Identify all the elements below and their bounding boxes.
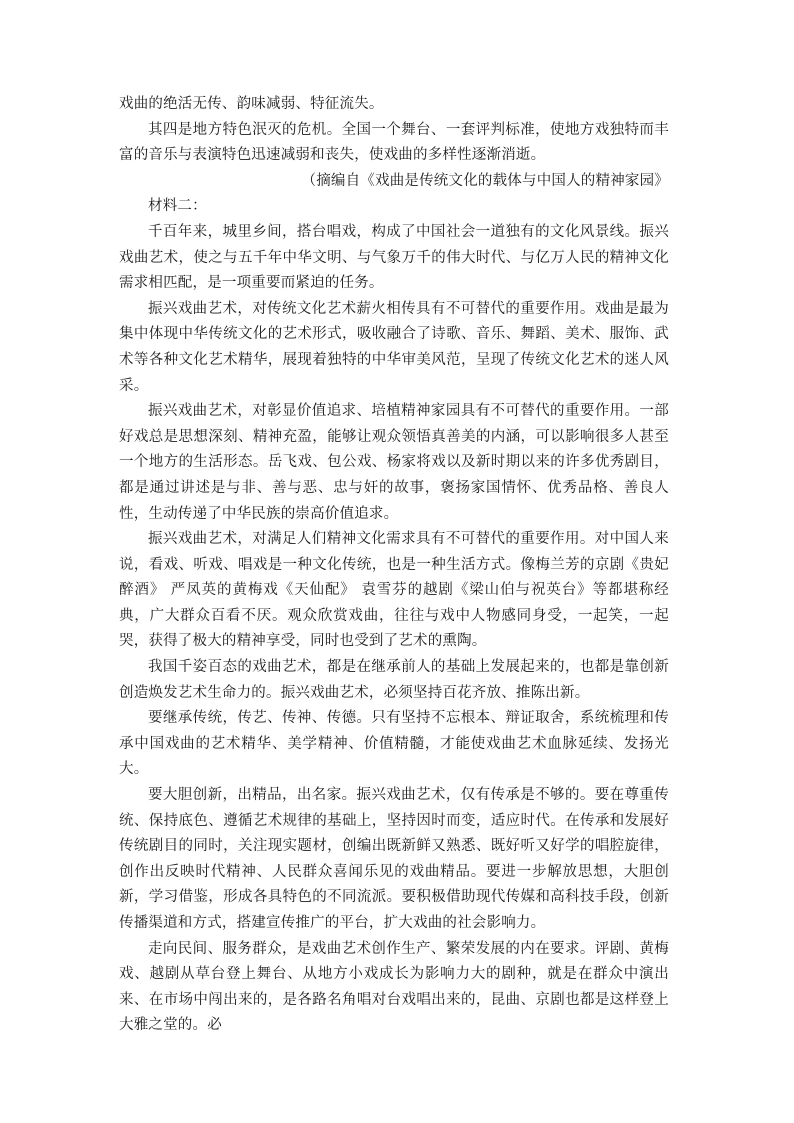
paragraph-crisis-four: 其四是地方特色泯灭的危机。全国一个舞台、一套评判标准，使地方戏独特而丰富的音乐与表演特色迅速减弱和丧失，使戏曲的多样性逐渐消逝。 <box>119 121 669 164</box>
source-citation: （摘编自《戏曲是传统文化的载体与中国人的精神家园》 <box>301 172 669 189</box>
paragraph-inherit: 要继承传统，传艺、传神、传德。只有坚持不忘根本、辩证取舍，系统梳理和传承中国戏曲的艺术精华、美学精神、价值精髓，才能使戏曲艺术血脉延续、发扬光大。 <box>119 710 669 778</box>
paragraph-continuation: 戏曲的绝活无传、韵味减弱、特征流失。 <box>119 96 384 112</box>
paragraph-people: 走向民间、服务群众，是戏曲艺术创作生产、繁荣发展的内在要求。评剧、黄梅戏、越剧从草台登上舞台、从地方小戏成长为影响力大的剧种，就是在群众中演出来、在市场中闯出来的，是各路名角唱对台戏唱出来的，昆曲、京剧也都是这样登上大雅之堂的。必 <box>119 940 669 1034</box>
paragraph-intro: 千百年来，城里乡间，搭台唱戏，构成了中国社会一道独有的文化风景线。振兴戏曲艺术，使之与五千年中华文明、与气象万千的伟大时代、与亿万人民的精神文化需求相匹配，是一项重要而紧迫的任务。 <box>119 223 669 292</box>
paragraph-innovation: 我国千姿百态的戏曲艺术，都是在继承前人的基础上发展起来的，也都是靠创新创造焕发艺术生命力的。振兴戏曲艺术，必须坚持百花齐放、推陈出新。 <box>119 659 669 701</box>
paragraph-create: 要大胆创新，出精品，出名家。振兴戏曲艺术，仅有传承是不够的。要在尊重传统、保持底色、遵循艺术规律的基础上，坚持因时而变，适应时代。在传承和发展好传统剧目的同时，关注现实题材，创编出既新鲜又熟悉、既好听又好学的唱腔旋律，创作出反映时代精神、人民群众喜闻乐见的戏曲精品。要进一步解放思想，大胆创新，学习借鉴，形成各具特色的不同流派。要积极借助现代传媒和高科技手段，创新传播渠道和方式，搭建宣传推广的平台，扩大戏曲的社会影响力。 <box>119 787 669 931</box>
paragraph-tradition: 振兴戏曲艺术，对传统文化艺术薪火相传具有不可替代的重要作用。戏曲是最为集中体现中华传统文化的艺术形式，吸收融合了诗歌、音乐、舞蹈、美术、服饰、武术等各种文化艺术精华，展现着独特的中华审美风范，呈现了传统文化艺术的迷人风采。 <box>119 300 669 394</box>
paragraph-values: 振兴戏曲艺术，对彰显价值追求、培植精神家园具有不可替代的重要作用。一部好戏总是思想深刻、精神充盈，能够让观众领悟真善美的内涵，可以影响很多人甚至一个地方的生活形态。岳飞戏、包公戏、杨家将戏以及新时期以来的许多优秀剧目，都是通过讲述是与非、善与恶、忠与奸的故事，褒扬家国情怀、优秀品格、善良人性，生动传递了中华民族的崇高价值追求。 <box>119 403 669 522</box>
material-two-heading: 材料二： <box>148 198 207 215</box>
document-body <box>119 92 669 1039</box>
paragraph-needs: 振兴戏曲艺术，对满足人们精神文化需求具有不可替代的重要作用。对中国人来说，看戏、听戏、唱戏是一种文化传统，也是一种生活方式。像梅兰芳的京剧《贵妃醉酒》 严凤英的黄梅戏《天仙配》 袁雪芬的越剧《梁山伯与祝英台》等都堪称经典，广大群众百看不厌。观众欣赏戏曲，往往与戏中人物感同身受，一起笑，一起哭，获得了极大的精神享受，同时也受到了艺术的熏陶。 <box>119 531 669 650</box>
